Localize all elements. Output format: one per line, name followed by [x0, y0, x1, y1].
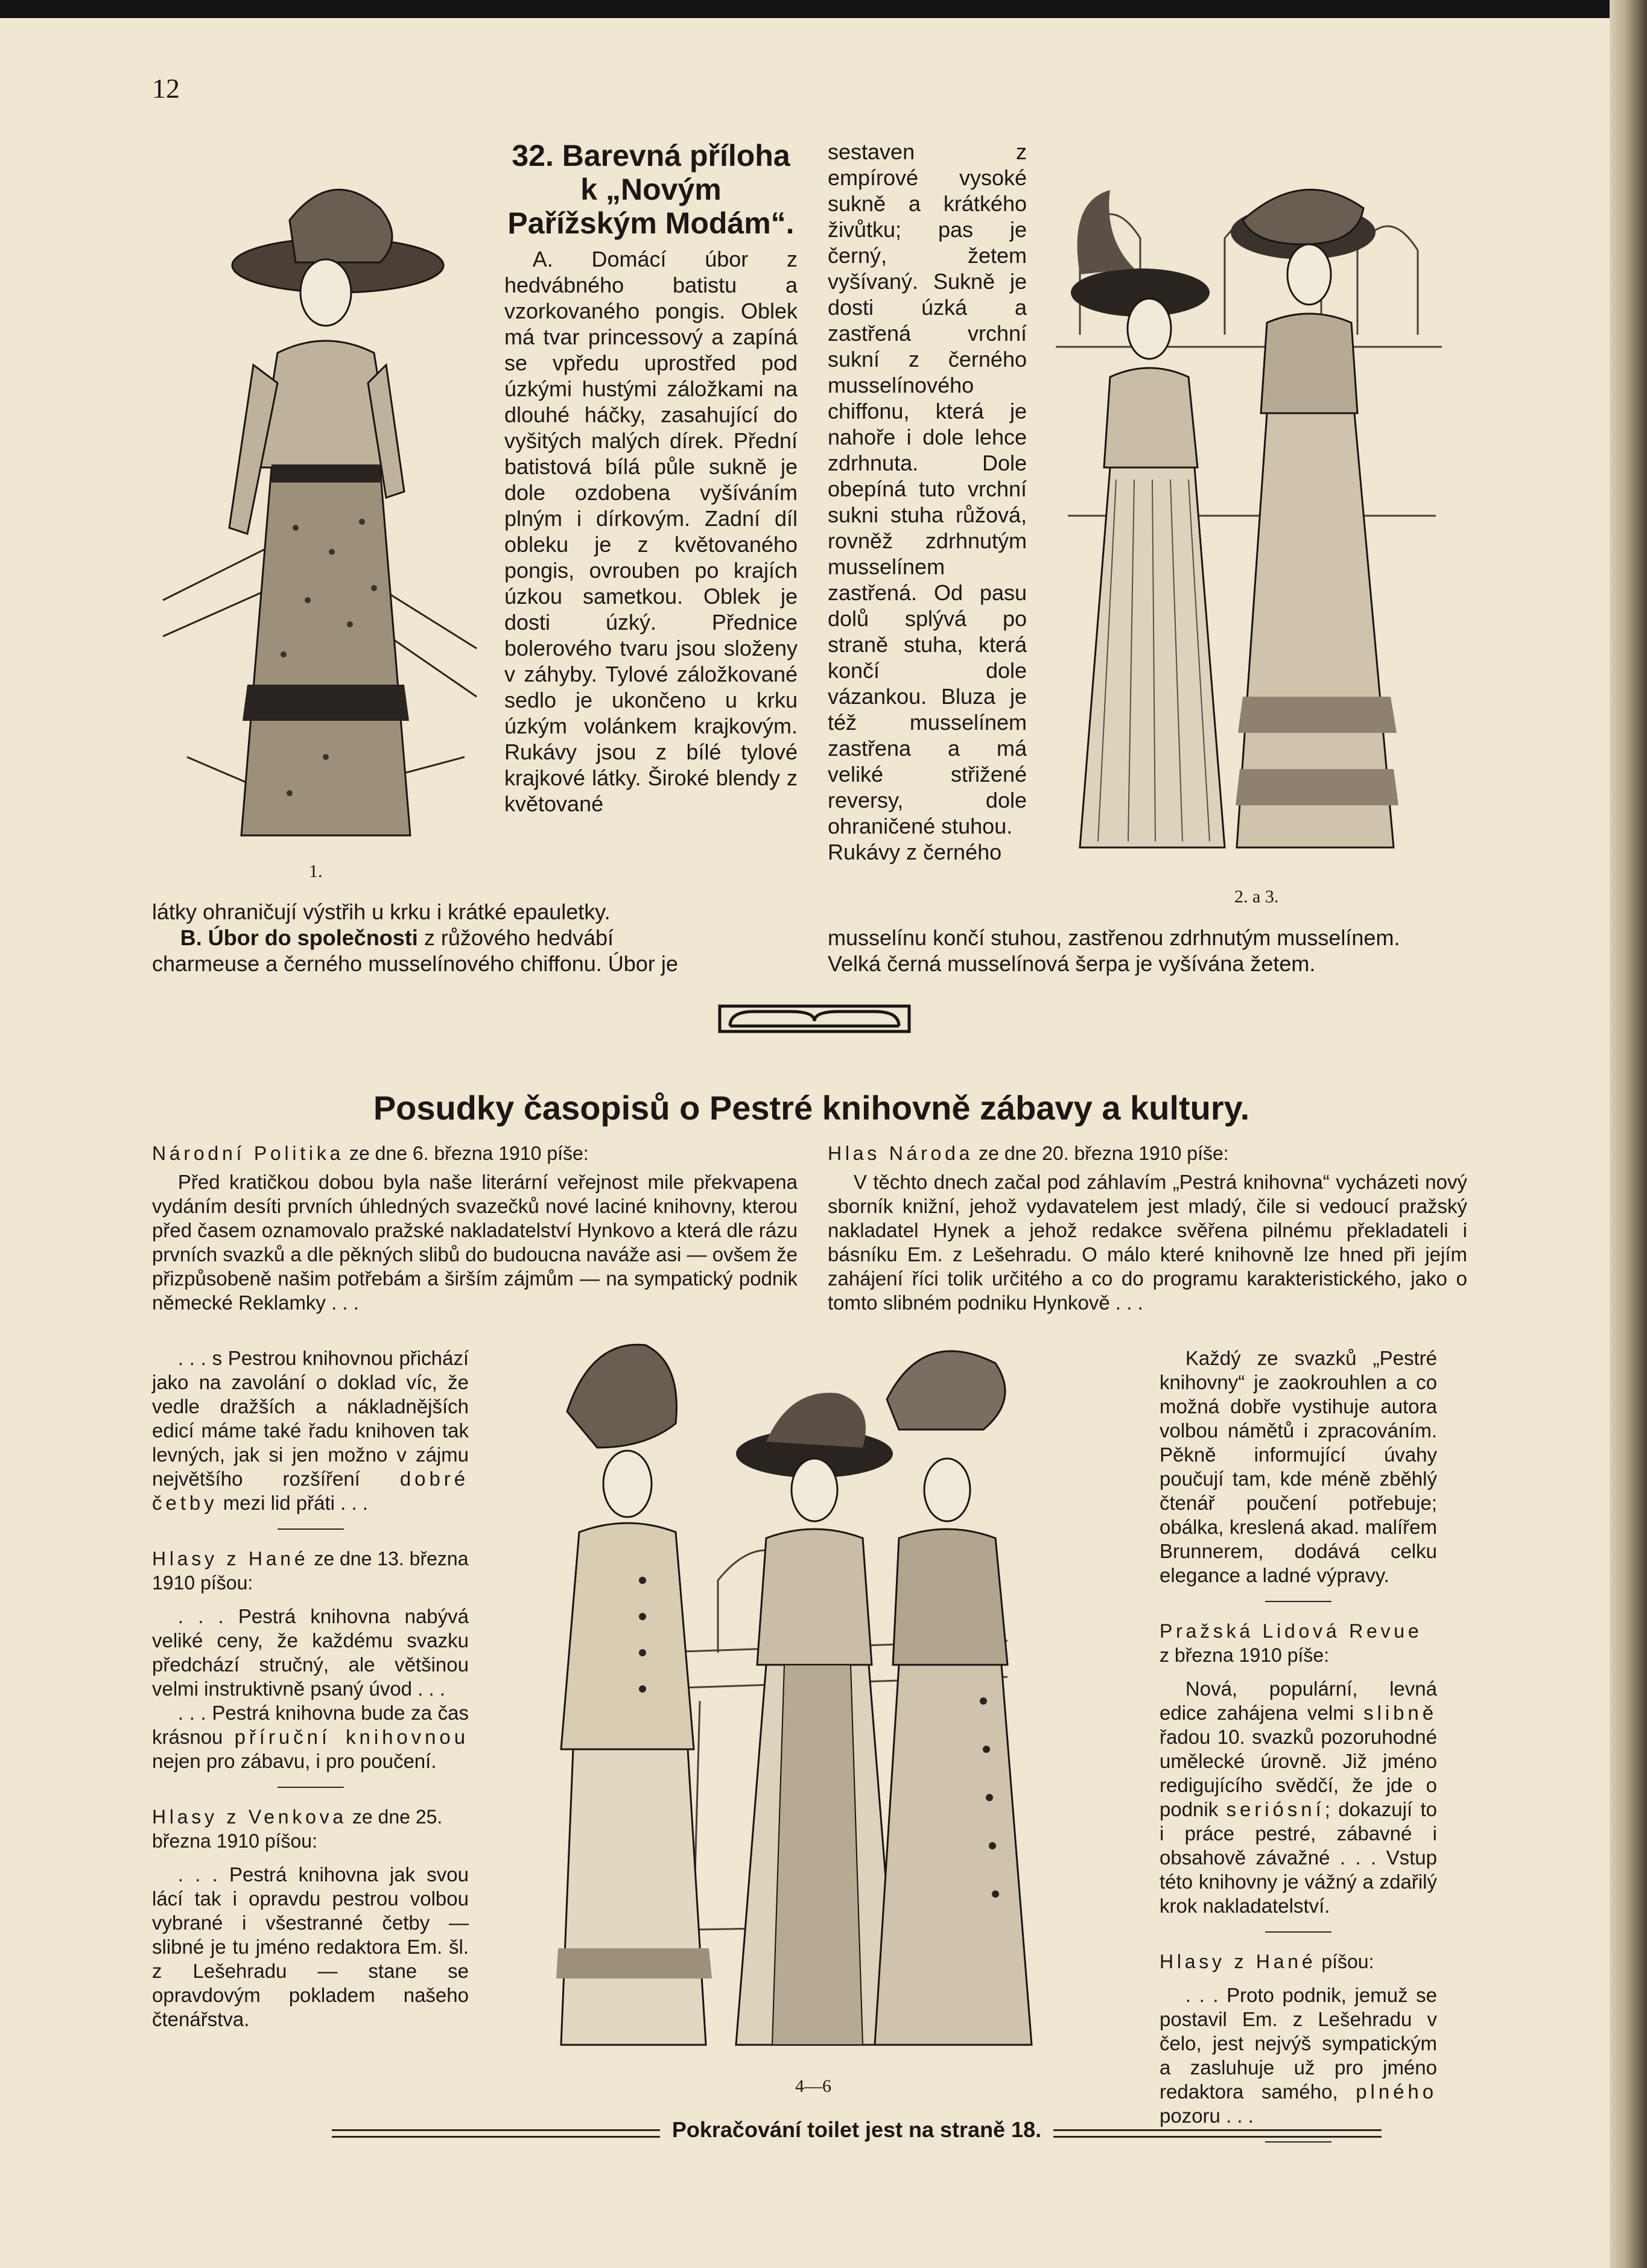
- fashion-wide-line-4: musselínu končí stuhou, zastřenou zdrhnutým musselínem.: [828, 925, 1400, 950]
- review-hlasy-z-hane-13-p2: [152, 1701, 469, 1773]
- review-prazska-lidova-revue-header: [1160, 1619, 1437, 1667]
- hh13-p2-end: nejen pro zábavu, i pro poučení.: [152, 1750, 437, 1772]
- plr-c: ; dokazují to i práce pestré, zábavné i obsahově závažné . . . Vstup této knihovny je vážný a zdařilý krok nakladatelství.: [1160, 1798, 1437, 1917]
- review-hlas-naroda-p2: Každý ze svazků „Pestré knihovny“ je zaokrouhlen a co možná dobře vystihuje autora volbou námětů i zpracováním. Pěkně informující úvahy poučují tam, kde méně zběhlý čtenář poučení potřebuje; obálka, kreslená akad. malířem Brunnerem, dodává celku elegance a ladné výpravy.: [1160, 1347, 1437, 1586]
- fashion-text-b-cont: sestaven z empírové vysoké sukně a krátkého živůtku; pas je černý, žetem vyšívaný. Sukně je dosti úzká a zastřená vrchní sukní z černého musselínového chiffonu, která je nahoře i dole lehce zdrhnuta. Dole obepíná tuto vrchní sukni stuha růžová, rovněž zdrhnutým musselínem zastřená. Od pasu dolů splývá po straně stuha, která končí dole vázankou. Bluza je též musselínem zastřena a má veliké střižené reversy, dole ohraničené stuhou.: [828, 139, 1027, 838]
- review-narodni-politika: [152, 1141, 798, 1165]
- hh-a: . . . Proto podnik, jemuž se postavil Em. z Lešehradu v čelo, jest nejvýš sympatickým a zasluhuje už pro jméno redaktora samého,: [1160, 1984, 1437, 2103]
- source-hlasy-z-hane: Hlasy z Hané: [1160, 1951, 1316, 1972]
- page-number: 12: [152, 73, 180, 104]
- hh-end: pozoru . . .: [1160, 2105, 1254, 2127]
- colour-supplement-heading: 32. Barevná příloha k „Novým Pařížským Modám“.: [507, 139, 795, 240]
- np-p2-end: mezi lid přáti . . .: [223, 1492, 368, 1514]
- hh13-p2-spaced: příruční knihovnou: [234, 1726, 469, 1748]
- plr-spaced-2: seriósní: [1226, 1798, 1325, 1820]
- date-hlasy-z-hane: píšou:: [1321, 1951, 1374, 1972]
- caption-1: 1.: [309, 861, 323, 881]
- review-hlas-naroda-body: [828, 1170, 1467, 1315]
- fashion-wide-line-5: Velká černá musselínová šerpa je vyšívána žetem.: [828, 951, 1316, 976]
- review-hlasy-z-venkova-p1: . . . Pestrá knihovna jak svou lácí tak i opravdu pestrou volbou vybrané i všestranné četby — slibné je tu jméno redaktora Em. šl. z Lešehradu — stane se opravdovým pokladem našeho čtenářstva.: [152, 1863, 469, 2030]
- hh13-p2: . . . Pestrá knihovna bude za čas krásnou: [152, 1702, 469, 1748]
- fashion-illustration-4-6: [501, 1327, 1128, 2069]
- b-label: B. Úbor do společnosti: [180, 925, 418, 950]
- fashion-wide-line-1: látky ohraničují výstřih u krku i krátké epauletky.: [152, 899, 611, 924]
- review-hlasy-z-venkova-header: [152, 1805, 469, 1853]
- np-p2-spaced: dobré četby: [152, 1468, 469, 1514]
- fashion-wide-left: [152, 899, 798, 977]
- fashion-text-b-sleeves: Rukávy z černého: [828, 840, 1002, 864]
- review-narodni-politika-body: [152, 1170, 798, 1315]
- source-hlasy-z-hane-13: Hlasy z Hané: [152, 1548, 309, 1570]
- plr-a: Nová, populární, levná edice zahájena velmi: [1160, 1677, 1437, 1724]
- footer-text-wrap: [284, 2117, 1430, 2143]
- review-hlasy-z-hane-13-p1: . . . Pestrá knihovna nabývá veliké ceny, že každému svazku předchází stručný, ale většinou velmi instruktivně psaný úvod . . .: [152, 1605, 469, 1700]
- review-narodni-politika-p1: Před kratičkou dobou byla naše literární veřejnost mile překvapena vydáním desíti prvních úhledných svazečků nové laciné knihovny, kterou před časem oznamovalo pražské nakladatelství Hynkovo a která dle rázu prvních svazků a dle pěkných slibů do budoucna naváže asi — ovšem že přizpůsobeně našim potřebám a širším zájmům — na sympatický podnik německé Reklamky . . .: [152, 1171, 798, 1314]
- ornament-divider: [718, 1004, 911, 1033]
- fashion-column-1: [504, 139, 798, 817]
- review-right-column: [1160, 1346, 1437, 2159]
- review-narodni-politika-p2: [152, 1346, 469, 1515]
- caption-2-3: 2. a 3.: [1234, 887, 1279, 907]
- fashion-illustration-2-3: [1044, 154, 1448, 878]
- fashion-illustration-1: [151, 154, 489, 860]
- source-prazska-lidova-revue: Pražská Lidová Revue: [1160, 1620, 1423, 1642]
- review-narodni-politika-body-2: [152, 1346, 469, 2032]
- caption-4-6: 4—6: [795, 2076, 831, 2096]
- reviews-title: Posudky časopisů o Pestré knihovně zábavy a kultury.: [373, 1089, 1250, 1127]
- date-hlas-naroda: ze dne 20. března 1910 píše:: [979, 1142, 1229, 1164]
- fashion-wide-line-2: [152, 925, 798, 951]
- source-hlasy-z-venkova: Hlasy z Venkova: [152, 1806, 347, 1828]
- divider-rule: [1265, 1931, 1331, 1933]
- fashion-wide-line-3: charmeuse a černého musselínového chiffonu. Úbor je: [152, 951, 678, 976]
- footer-text: Pokračování toilet jest na straně 18.: [660, 2117, 1053, 2142]
- review-hlas-naroda-p1: V těchto dnech začal pod záhlavím „Pestrá knihovna“ vycházeti nový sborník knižní, jehož vydavatelem jest mladý, čile si vedoucí pražský nakladatel Hynek a jehož redakce svěřena pilnému překladateli i básníku Em. z Lešehradu. O málo které knihovně lze hned při jejím zahájení říci tolik určitého a co do programu karakteristického, jako o tomto slibném podniku Hynkově . . .: [828, 1171, 1467, 1314]
- hh-spaced: plného: [1356, 2080, 1438, 2103]
- date-hlasy-z-hane-13: ze dne 13. března 1910 píšou:: [152, 1548, 469, 1594]
- review-narodni-politika-header: [152, 1141, 798, 1165]
- plr-spaced: slibně: [1363, 1702, 1437, 1724]
- review-hlasy-z-hane-13-header: [152, 1547, 469, 1595]
- date-narodni-politika: ze dne 6. března 1910 píše:: [349, 1142, 589, 1164]
- scan-page-edge: [1610, 0, 1647, 2268]
- fashion-wide-right: [828, 925, 1467, 977]
- review-hlas-naroda-header: [828, 1141, 1467, 1165]
- plr-b: řadou 10. svazků pozoruhodné umělecké úrovně. Již jméno redigujícího svědčí, že jde o podnik: [1160, 1726, 1437, 1820]
- b-text: z růžového hedvábí: [424, 925, 614, 950]
- divider-rule: [278, 1528, 344, 1530]
- divider-rule: [278, 1787, 344, 1788]
- date-prazska-lidova-revue: z března 1910 píše:: [1160, 1644, 1330, 1666]
- np-p2: . . . s Pestrou knihovnou přichází jako na zavolání o doklad víc, že vedle dražších a nákladnějších edicí máme také řadu knihoven tak levných, jak si jen možno v zájmu největšího rozšíření: [152, 1347, 469, 1490]
- fashion-column-2: [828, 139, 1027, 865]
- divider-rule: [1265, 1601, 1331, 1602]
- source-narodni-politika: Národní Politika: [152, 1142, 344, 1164]
- scan-top-border: [0, 0, 1647, 18]
- review-hlasy-z-hane-header: [1160, 1950, 1437, 1974]
- continuation-footer: [284, 2117, 1430, 2147]
- fashion-text-a: A. Domácí úbor z hedvábného batistu a vzorkovaného pongis. Oblek má tvar princessový a zapíná se vpředu uprostřed pod úzkými hustými záložkami na dlouhé háčky, zasahující do vyšitých malých dírek. Přední batistová bílá půle sukně je dole ozdobena vyšíváním plným i dírkovým. Zadní díl obleku je z květovaného pongis, ovrouben po krajích úzkou sametkou. Oblek je dosti úzký. Přednice bolerového tvaru jsou složeny v záhyby. Tylové záložkované sedlo je ukončeno u krku úzkým volánkem krajkovým. Rukávy jsou z bílé tylové krajkové látky. Široké blendy z květované: [504, 247, 798, 816]
- review-hlasy-z-hane-p1: [1160, 1983, 1437, 2128]
- review-hlas-naroda: [828, 1141, 1467, 1165]
- source-hlas-naroda: Hlas Národa: [828, 1142, 974, 1164]
- date-hlasy-z-venkova: ze dne 25. března 1910 píšou:: [152, 1806, 443, 1852]
- review-prazska-lidova-revue-p1: [1160, 1677, 1437, 1918]
